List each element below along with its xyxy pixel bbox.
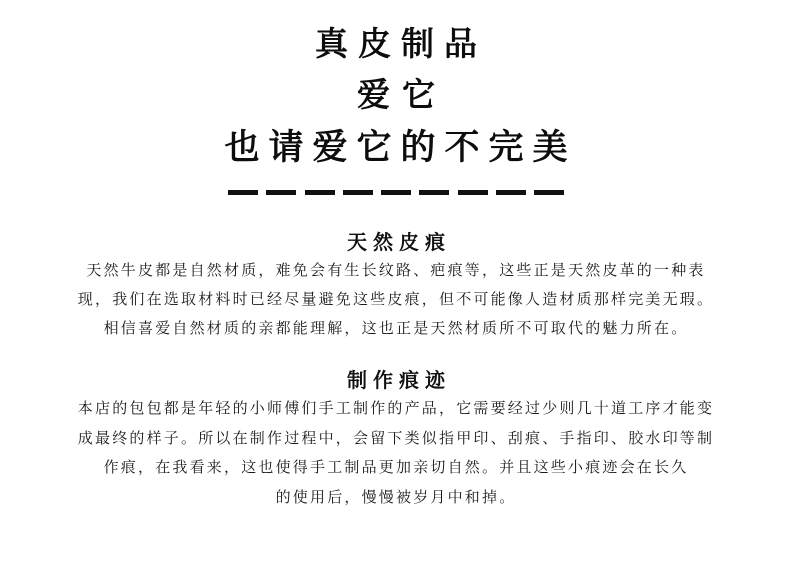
divider-segment — [305, 190, 335, 195]
dash-divider — [228, 190, 564, 196]
headline-love-it: 爱它 — [357, 75, 447, 114]
divider-segment — [458, 190, 488, 195]
paragraph-line: 相信喜爱自然材质的亲都能理解，这也正是天然材质所不可取代的魅力所在。 — [103, 319, 689, 337]
divider-segment — [496, 190, 526, 195]
paragraph-line: 本店的包包都是年轻的小师傅们手工制作的产品，它需要经过少则几十道工序才能变 — [77, 399, 715, 417]
paragraph-line: 作痕，在我看来，这也使得手工制品更加亲切自然。并且这些小痕迹会在长久 — [103, 458, 689, 476]
divider-segment — [534, 190, 564, 195]
divider-segment — [266, 190, 296, 195]
divider-segment — [228, 190, 258, 195]
paragraph-line: 成最终的样子。所以在制作过程中，会留下类似指甲印、刮痕、手指印、胶水印等制 — [77, 429, 715, 447]
paragraph-line: 天然牛皮都是自然材质，难免会有生长纹路、疤痕等，这些正是天然皮革的一种表 — [86, 261, 706, 279]
divider-segment — [343, 190, 373, 195]
divider-segment — [381, 190, 411, 195]
paragraph-line: 的使用后，慢慢被岁月中和掉。 — [275, 488, 517, 506]
divider-segment — [419, 190, 449, 195]
paragraph-line: 现，我们在选取材料时已经尽量避免这些皮痕，但不可能像人造材质那样完美无瑕。 — [77, 290, 715, 308]
headline-genuine-leather: 真皮制品 — [315, 24, 487, 63]
section-title-natural-marks: 天然皮痕 — [347, 230, 451, 254]
headline-love-imperfection: 也请爱它的不完美 — [224, 128, 577, 168]
section-title-production-marks: 制作痕迹 — [347, 368, 451, 392]
